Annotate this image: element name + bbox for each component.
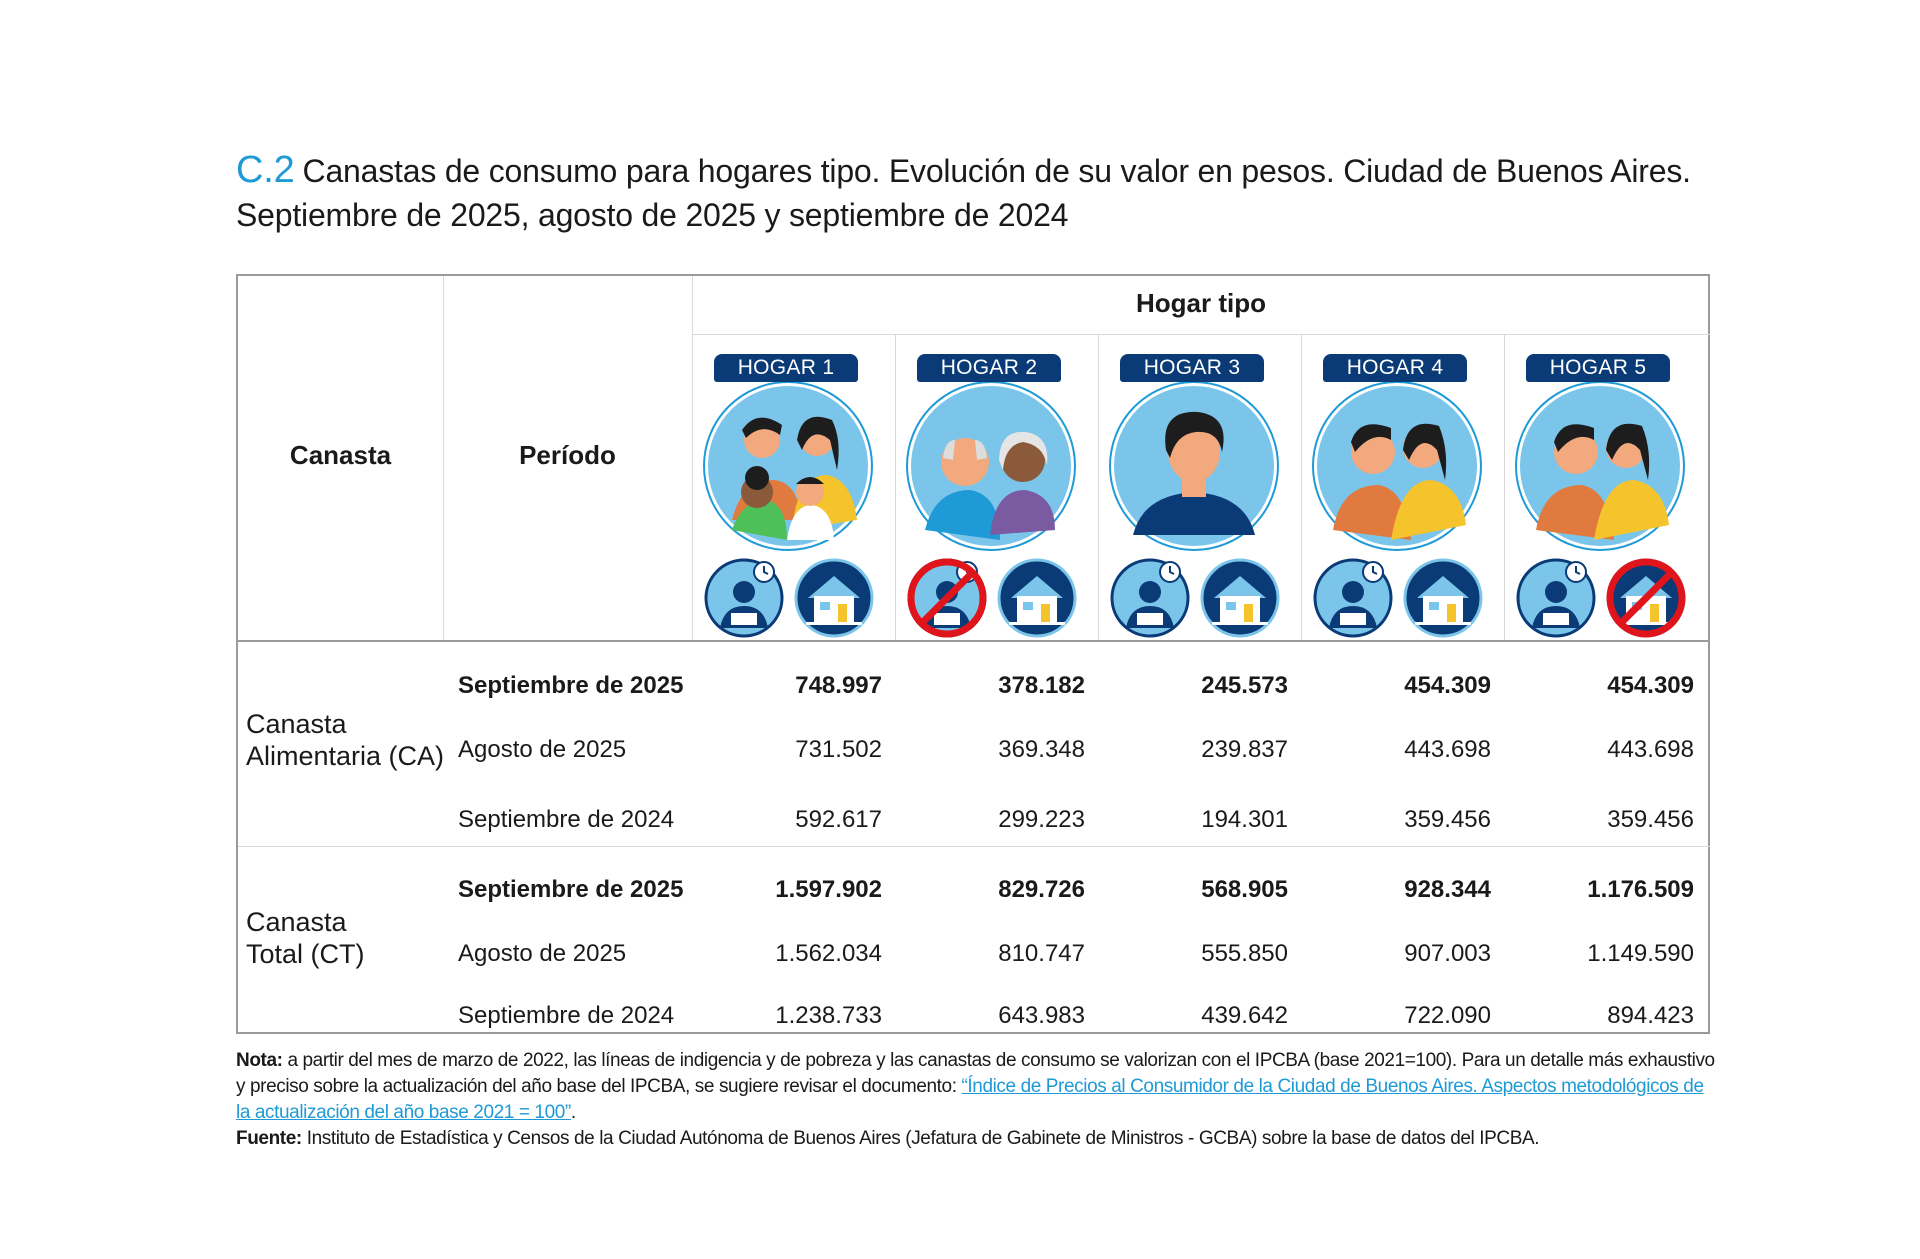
value-cell-hogar-3: 194.301 <box>1201 806 1288 833</box>
canasta-label <box>246 906 365 970</box>
value-cell-hogar-4: 454.309 <box>1404 672 1491 699</box>
owned-home-icon <box>1198 556 1282 640</box>
canasta-label-line1: Canasta <box>246 709 347 739</box>
value-cell-hogar-5: 1.149.590 <box>1587 940 1694 967</box>
value-cell-hogar-4: 928.344 <box>1404 876 1491 903</box>
value-cell-hogar-3: 568.905 <box>1201 876 1288 903</box>
hogar-badge: HOGAR 3 <box>1120 354 1264 382</box>
value-cell-hogar-5: 894.423 <box>1607 1002 1694 1029</box>
canasta-label-line2: Total (CT) <box>246 939 365 969</box>
no-owned-home-icon <box>1604 556 1688 640</box>
row-period: Septiembre de 2024 <box>458 806 675 833</box>
value-cell-hogar-1: 731.502 <box>795 736 882 763</box>
value-cell-hogar-2: 378.182 <box>998 672 1085 699</box>
nota-text: a partir del mes de marzo de 2022, las líneas de indigencia y de pobreza y las canastas de consumo se valorizan con el IPCBA (base 2021=100). Para un detalle más exhaustivo y preciso sobre la actualización del año base del IPCBA, se sugiere revisar el documento: <box>236 1050 1715 1097</box>
hogar-badge: HOGAR 1 <box>714 354 858 382</box>
basket-table <box>236 274 1710 1034</box>
hogar-badge: HOGAR 4 <box>1323 354 1467 382</box>
value-cell-hogar-1: 1.238.733 <box>775 1002 882 1029</box>
value-cell-hogar-3: 439.642 <box>1201 1002 1288 1029</box>
header-canasta: Canasta <box>289 440 392 470</box>
row-period: Agosto de 2025 <box>458 736 627 763</box>
value-cell-hogar-5: 1.176.509 <box>1587 876 1694 903</box>
working-adult-icon <box>702 556 786 640</box>
title-line-1: Canastas de consumo para hogares tipo. Evolución de su valor en pesos. Ciudad de Buenos Aires. <box>302 153 1691 189</box>
value-cell-hogar-4: 722.090 <box>1404 1002 1491 1029</box>
fuente <box>236 1126 1716 1152</box>
value-cell-hogar-1: 592.617 <box>795 806 882 833</box>
working-adult-icon <box>1108 556 1192 640</box>
chart-title <box>236 148 1716 237</box>
value-cell-hogar-2: 829.726 <box>998 876 1085 903</box>
hogar-badge: HOGAR 2 <box>917 354 1061 382</box>
canasta-label <box>246 708 444 772</box>
value-cell-hogar-3: 245.573 <box>1201 672 1288 699</box>
household-4-illustration <box>1311 380 1483 552</box>
hogar-column-2 <box>895 344 1098 644</box>
owned-home-icon <box>1401 556 1485 640</box>
household-5-illustration <box>1514 380 1686 552</box>
title-code: C.2 <box>236 149 295 191</box>
footnotes <box>236 1048 1716 1152</box>
hogar-column-1 <box>692 344 895 644</box>
value-cell-hogar-3: 555.850 <box>1201 940 1288 967</box>
header-periodo: Período <box>519 440 616 470</box>
fuente-label: Fuente: <box>236 1128 302 1149</box>
row-period: Septiembre de 2024 <box>458 1002 675 1029</box>
value-cell-hogar-5: 359.456 <box>1607 806 1694 833</box>
value-cell-hogar-4: 359.456 <box>1404 806 1491 833</box>
canasta-label-line2: Alimentaria (CA) <box>246 741 445 771</box>
header-hogar-tipo: Hogar tipo <box>1136 288 1266 318</box>
canasta-label-line1: Canasta <box>246 907 347 937</box>
fuente-text: Instituto de Estadística y Censos de la Ciudad Autónoma de Buenos Aires (Jefatura de Gabinete de Ministros - GCBA) sobre la base de datos del IPCBA. <box>301 1128 1540 1149</box>
title-line-2: Septiembre de 2025, agosto de 2025 y septiembre de 2024 <box>236 197 1069 233</box>
working-adult-icon <box>1514 556 1598 640</box>
value-cell-hogar-2: 369.348 <box>998 736 1085 763</box>
owned-home-icon <box>995 556 1079 640</box>
value-cell-hogar-4: 907.003 <box>1404 940 1491 967</box>
value-cell-hogar-2: 643.983 <box>998 1002 1085 1029</box>
nota-label: Nota: <box>236 1050 283 1071</box>
household-1-illustration <box>702 380 874 552</box>
owned-home-icon <box>792 556 876 640</box>
row-period: Septiembre de 2025 <box>458 672 684 699</box>
value-cell-hogar-5: 443.698 <box>1607 736 1694 763</box>
value-cell-hogar-1: 1.597.902 <box>775 876 882 903</box>
household-3-illustration <box>1108 380 1280 552</box>
methodology-link[interactable]: “Índice de Precios al Consumidor de la Ciudad de Buenos Aires. Aspectos metodológicos de la actualización del año base 2021 = 100” <box>236 1076 1704 1123</box>
row-period: Agosto de 2025 <box>458 940 627 967</box>
hogar-badge: HOGAR 5 <box>1526 354 1670 382</box>
hogar-column-4 <box>1301 344 1504 644</box>
value-cell-hogar-3: 239.837 <box>1201 736 1288 763</box>
working-adult-icon <box>1311 556 1395 640</box>
hogar-column-5 <box>1504 344 1707 644</box>
nota-end: . <box>570 1102 576 1123</box>
value-cell-hogar-4: 443.698 <box>1404 736 1491 763</box>
row-period: Septiembre de 2025 <box>458 876 684 903</box>
value-cell-hogar-5: 454.309 <box>1607 672 1694 699</box>
hogar-column-3 <box>1098 344 1301 644</box>
household-2-illustration <box>905 380 1077 552</box>
nota <box>236 1048 1716 1126</box>
value-cell-hogar-2: 810.747 <box>998 940 1085 967</box>
value-cell-hogar-1: 748.997 <box>795 672 882 699</box>
no-working-adult-icon <box>905 556 989 640</box>
value-cell-hogar-2: 299.223 <box>998 806 1085 833</box>
value-cell-hogar-1: 1.562.034 <box>775 940 882 967</box>
